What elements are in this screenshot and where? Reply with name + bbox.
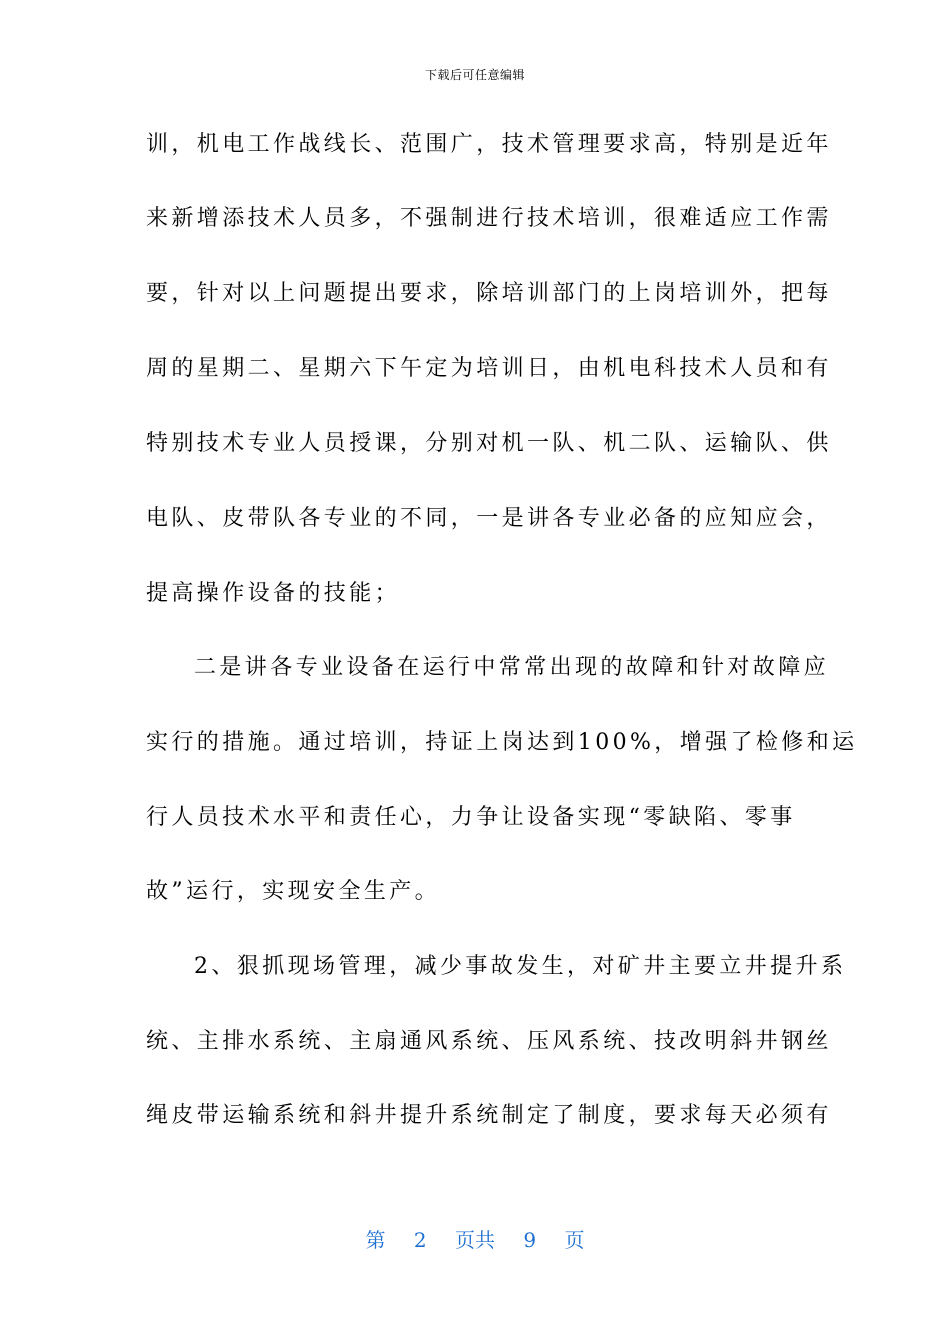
- text-line: 电队、皮带队各专业的不同，一是讲各专业必备的应知应会，: [146, 506, 832, 531]
- text-line: 统、主排水系统、主扇通风系统、压风系统、技改明斜井钢丝: [146, 1029, 832, 1054]
- text-line: 绳皮带运输系统和斜井提升系统制定了制度，要求每天必须有: [146, 1103, 832, 1128]
- text-line: 实行的措施。通过培训，持证上岗达到100%，增强了检修和运: [146, 730, 858, 755]
- text-line: 二是讲各专业设备在运行中常常出现的故障和针对故障应: [194, 655, 830, 680]
- page-header: 下载后可任意编辑: [424, 68, 525, 82]
- text-line: 特别技术专业人员授课，分别对机一队、机二队、运输队、供: [146, 431, 832, 456]
- text-line: 要，针对以上问题提出要求，除培训部门的上岗培训外，把每: [146, 281, 832, 306]
- footer-total-pages: 9: [523, 1228, 537, 1252]
- text-line: 训，机电工作战线长、范围广，技术管理要求高，特别是近年: [146, 132, 832, 157]
- page-footer: [0, 1224, 950, 1253]
- text-line: 提高操作设备的技能；: [146, 581, 401, 606]
- footer-label-end: 页: [564, 1228, 585, 1252]
- text-line: 2、狠抓现场管理，减少事故发生，对矿井主要立井提升系: [194, 954, 847, 979]
- footer-current-page: 2: [413, 1228, 427, 1252]
- text-line: 周的星期二、星期六下午定为培训日，由机电科技术人员和有: [146, 356, 832, 381]
- text-line: 来新增添技术人员多，不强制进行技术培训，很难适应工作需: [146, 206, 832, 231]
- text-line: 故”运行，实现安全生产。: [146, 879, 441, 904]
- footer-label-total: 页共: [455, 1228, 495, 1252]
- text-line: 行人员技术水平和责任心，力争让设备实现“零缺陷、零事: [146, 805, 796, 830]
- footer-label-page: 第: [365, 1228, 386, 1252]
